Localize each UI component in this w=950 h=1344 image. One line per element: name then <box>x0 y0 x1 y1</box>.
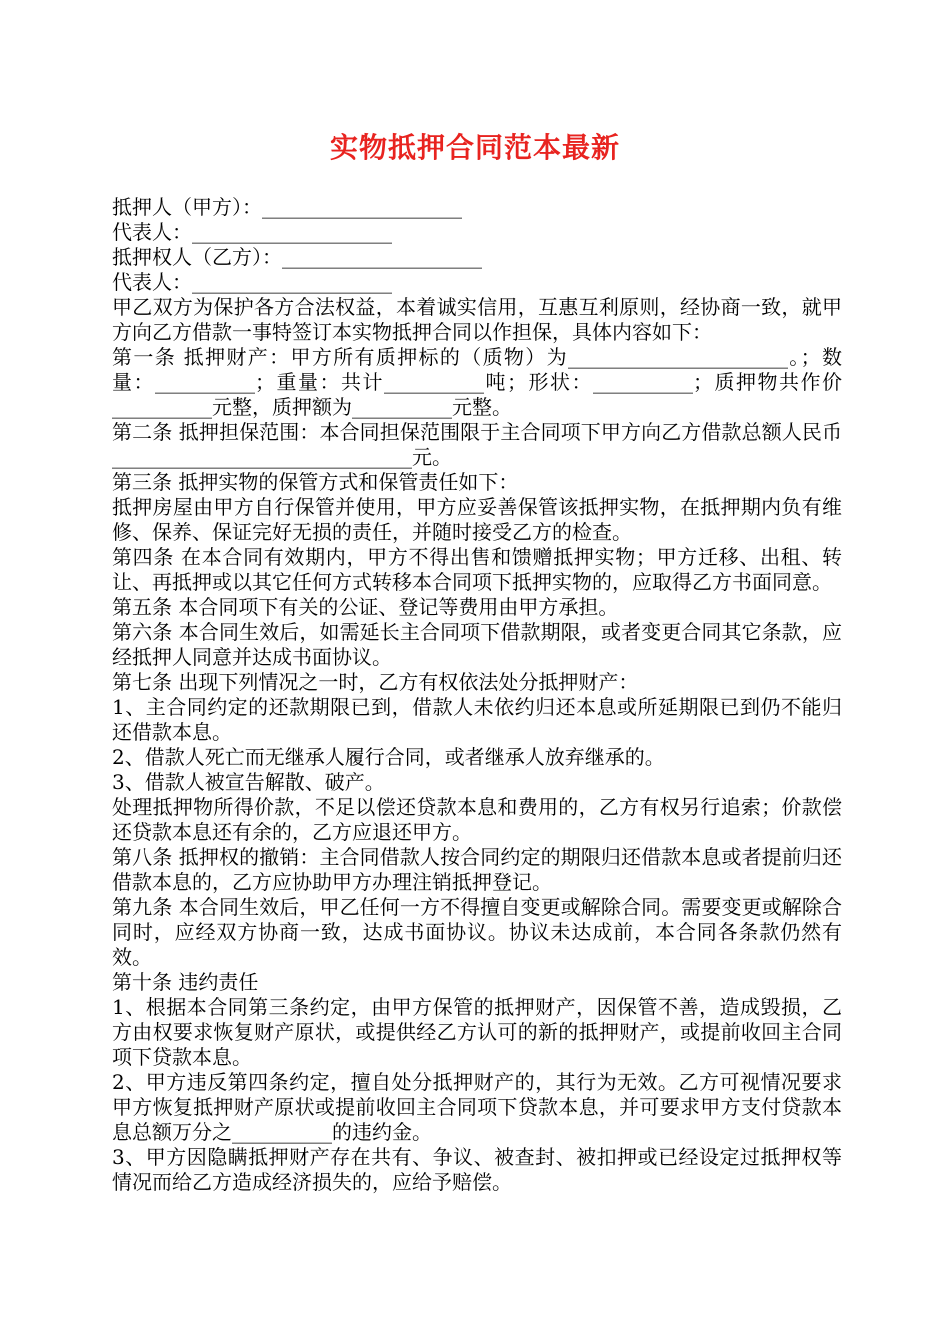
article-3-paragraph: 第三条 抵押实物的保管方式和保管责任如下： <box>112 470 519 494</box>
party-b-representative-line: 代表人：____________________ <box>112 270 392 294</box>
article-9-paragraph: 第九条 本合同生效后，甲乙任何一方不得擅自变更或解除合同。需要变更或解除合同时，应经双方协商一致，达成书面协议。协议未达成前，本合同各条款仍然有效。 <box>112 895 842 969</box>
article-7-paragraph: 第七条 出现下列情况之一时，乙方有权依法处分抵押财产： <box>112 670 639 694</box>
article-10-heading: 第十条 违约责任 <box>112 970 259 994</box>
article-10-item-2: 2、甲方违反第四条约定，擅自处分抵押财产的，其行为无效。乙方可视情况要求甲方恢复抵押财产原状或提前收回主合同项下贷款本息，并可要求甲方支付贷款本息总额万分之__________的违约金。 <box>112 1070 842 1144</box>
article-6-paragraph: 第六条 本合同生效后，如需延长主合同项下借款期限，或者变更合同其它条款，应经抵押人同意并达成书面协议。 <box>112 620 842 669</box>
document-title: 实物抵押合同范本最新 <box>329 131 620 164</box>
document-body <box>112 195 842 1195</box>
article-10-item-1: 1、根据本合同第三条约定，由甲方保管的抵押财产，因保管不善，造成毁损，乙方由权要求恢复财产原状，或提供经乙方认可的新的抵押财产，或提前收回主合同项下贷款本息。 <box>112 995 842 1069</box>
article-7-item-2: 2、借款人死亡而无继承人履行合同，或者继承人放弃继承的。 <box>112 745 665 769</box>
article-3-detail-paragraph: 抵押房屋由甲方自行保管并使用，甲方应妥善保管该抵押实物，在抵押期内负有维修、保养、保证完好无损的责任，并随时接受乙方的检查。 <box>112 495 842 544</box>
article-4-paragraph: 第四条 在本合同有效期内，甲方不得出售和馈赠抵押实物；甲方迁移、出租、转让、再抵押或以其它任何方式转移本合同项下抵押实物的，应取得乙方书面同意。 <box>112 545 842 594</box>
preamble-paragraph: 甲乙双方为保护各方合法权益，本着诚实信用，互惠互利原则，经协商一致，就甲方向乙方借款一事特签订本实物抵押合同以作担保，具体内容如下： <box>112 295 842 344</box>
party-a-line: 抵押人（甲方）：____________________ <box>112 195 462 219</box>
party-a-representative-line: 代表人：____________________ <box>112 220 392 244</box>
article-7-item-3: 3、借款人被宣告解散、破产。 <box>112 770 385 794</box>
article-5-paragraph: 第五条 本合同项下有关的公证、登记等费用由甲方承担。 <box>112 595 619 619</box>
article-1-paragraph: 第一条 抵押财产：甲方所有质押标的（质物）为______________________。；数量：__________；重量：共计__________吨；形状：__________；质押物共作价__________元整，质押额为__________元整。 <box>112 345 842 419</box>
article-7-item-1: 1、主合同约定的还款期限已到，借款人未依约归还本息或所延期限已到仍不能归还借款本息。 <box>112 695 842 744</box>
party-b-line: 抵押权人（乙方）：____________________ <box>112 245 482 269</box>
article-8-paragraph: 第八条 抵押权的撤销：主合同借款人按合同约定的期限归还借款本息或者提前归还借款本息的，乙方应协助甲方办理注销抵押登记。 <box>112 845 842 894</box>
article-2-paragraph: 第二条 抵押担保范围：本合同担保范围限于主合同项下甲方向乙方借款总额人民币______________________________元。 <box>112 420 842 469</box>
article-10-item-3: 3、甲方因隐瞒抵押财产存在共有、争议、被查封、被扣押或已经设定过抵押权等情况而给乙方造成经济损失的，应给予赔偿。 <box>112 1145 842 1194</box>
article-7-detail-paragraph: 处理抵押物所得价款，不足以偿还贷款本息和费用的，乙方有权另行追索；价款偿还贷款本息还有余的，乙方应退还甲方。 <box>112 795 842 844</box>
